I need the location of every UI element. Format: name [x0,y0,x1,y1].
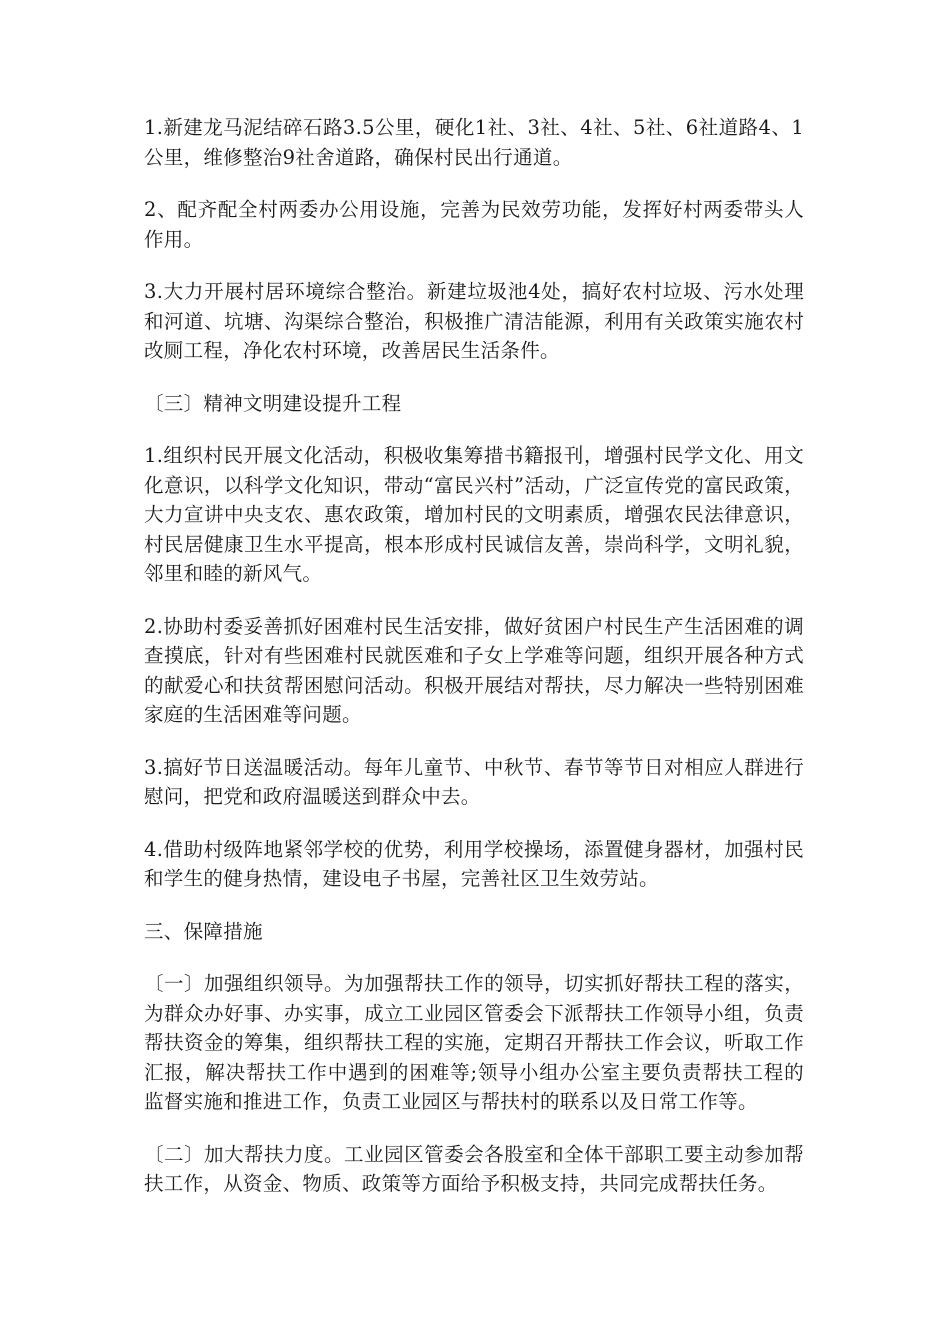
paragraph-environment: 3.大力开展村居环境综合整治。新建垃圾池4处，搞好农村垃圾、污水处理和河道、坑塘、沟渠综合整治，积极推广清洁能源，利用有关政策实施农村改厕工程，净化农村环境，改善居民生活条件。 [144,280,804,362]
paragraph-office-facilities: 2、配齐配全村两委办公用设施，完善为民效劳功能，发挥好村两委带头人作用。 [144,198,804,251]
document-page [144,113,804,1222]
paragraph-cultural-activities: 1.组织村民开展文化活动，积极收集筹措书籍报刊，增强村民学文化、用文化意识，以科学文化知识，带动“富民兴村”活动，广泛宣传党的富民政策，大力宣讲中央支农、惠农政策，增加村民的文明素质，增强农民法律意识，村民居健康卫生水平提高，根本形成村民诚信友善，崇尚科学，文明礼貌，邻里和睦的新风气。 [144,444,804,585]
paragraph-holiday-warmth: 3.搞好节日送温暖活动。每年儿童节、中秋节、春节等节日对相应人群进行慰问，把党和政府温暖送到群众中去。 [144,755,804,808]
section-heading-spiritual-civilization: 〔三〕精神文明建设提升工程 [144,391,402,415]
section-heading-safeguards: 三、保障措施 [144,919,263,943]
paragraph-assistance-intensity: 〔二〕加大帮扶力度。工业园区管委会各股室和全体干部职工要主动参加帮扶工作，从资金、物质、政策等方面给予积极支持，共同完成帮扶任务。 [144,1142,804,1195]
paragraph-poverty-assistance: 2.协助村委妥善抓好困难村民生活安排，做好贫困户村民生产生活困难的调查摸底，针对有些困难村民就医难和子女上学难等问题，组织开展各种方式的献爱心和扶贫帮困慰问活动。积极开展结对帮扶，尽力解决一些特别困难家庭的生活困难等问题。 [144,614,804,726]
paragraph-fitness-facilities: 4.借助村级阵地紧邻学校的优势，利用学校操场，添置健身器材，加强村民和学生的健身热情，建设电子书屋，完善社区卫生效劳站。 [144,837,804,890]
paragraph-road-construction: 1.新建龙马泥结碎石路3.5公里，硬化1社、3社、4社、5社、6社道路4、1公里，维修整治9社舍道路，确保村民出行通道。 [144,116,804,169]
paragraph-organization-leadership: 〔一〕加强组织领导。为加强帮扶工作的领导，切实抓好帮扶工程的落实，为群众办好事、办实事，成立工业园区管委会下派帮扶工作领导小组，负责帮扶资金的筹集，组织帮扶工程的实施，定期召开帮扶工作会议，听取工作汇报，解决帮扶工作中遇到的困难等;领导小组办公室主要负责帮扶工程的监督实施和推进工作，负责工业园区与帮扶村的联系以及日常工作等。 [144,972,804,1113]
